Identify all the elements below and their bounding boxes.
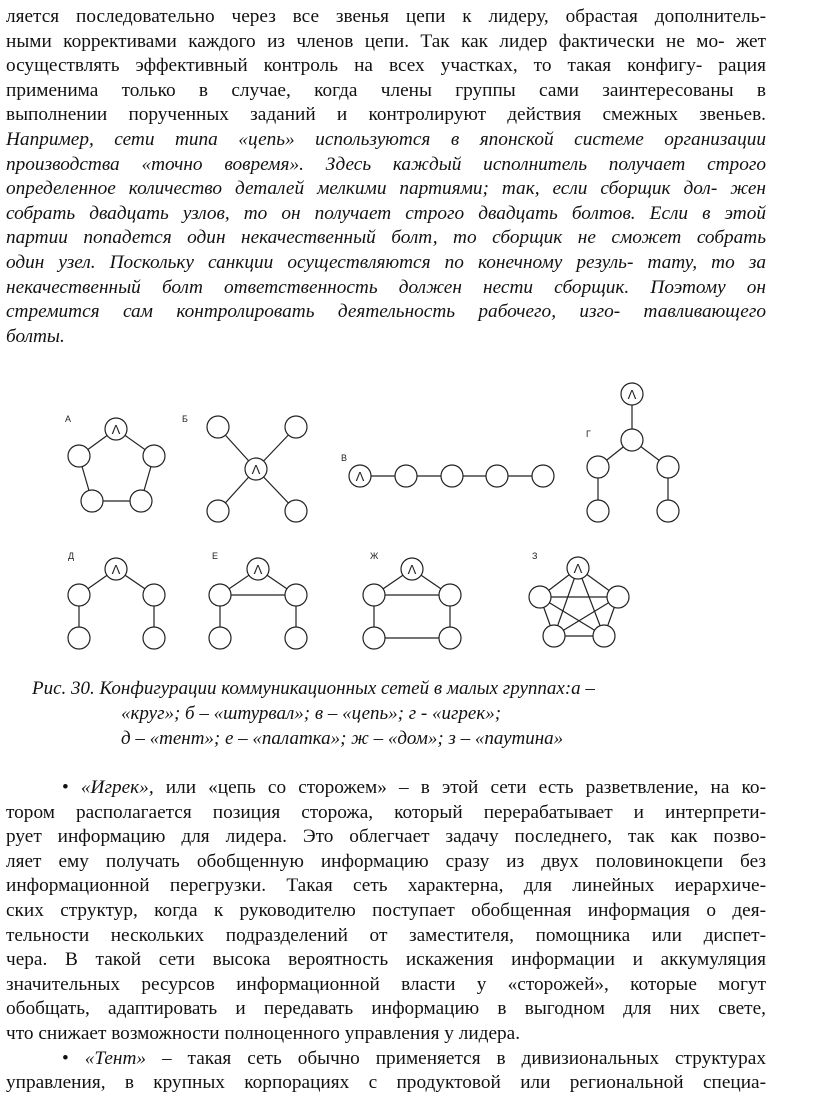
text-fragment: или «цепь со сторожем» – в этой сети есть разветвление, на ко- — [165, 777, 766, 798]
leader-symbol: Λ — [253, 562, 263, 577]
bullet-icon: • — [62, 777, 81, 798]
figure-label-d: Д — [68, 551, 75, 561]
italic-text-line: Например, сети типа «цепь» используются в японской системе организации — [6, 128, 766, 150]
text-line: тором располагается позиция сторожа, который перерабатывает и интерпрети- — [6, 801, 766, 823]
italic-text-line: стремится сам контролировать деятельность рабочего, изго- тавливающего — [6, 301, 766, 323]
leader-symbol: Λ — [573, 561, 583, 576]
figure-label-b: Б — [182, 414, 188, 424]
bullet-list — [6, 776, 766, 1096]
top-paragraph — [6, 5, 766, 349]
leader-symbol: Λ — [355, 469, 365, 484]
leader-symbol: Λ — [627, 387, 637, 402]
figure-label-v: В — [341, 453, 348, 463]
bullet-term: «Тент» — [84, 1047, 147, 1069]
italic-text-line: некачественный болт ответственность должен нести сборщик. Поэтому он — [6, 276, 766, 298]
bullet-icon: • — [62, 1047, 85, 1069]
bullet-item-igrek-first-line — [6, 776, 766, 801]
caption-line: д – «тент»; е – «палатка»; ж – «дом»; з – «паутина» — [121, 728, 564, 749]
text-line: управления, в крупных корпорациях с продуктовой или региональной специа- — [6, 1072, 766, 1094]
network-chain — [349, 465, 554, 487]
bullet-item-tent-first-line — [6, 1047, 766, 1072]
text-line: ными коррективами каждого из членов цепи. Так как лидер фактически не мо- жет — [6, 30, 766, 52]
text-line: ских структур, когда к руководителю поступает обобщенная информация о дея- — [6, 899, 766, 921]
italic-text-line: болты. — [6, 325, 65, 347]
figure-caption — [28, 676, 768, 751]
text-line: значительных ресурсов информационной власти у «сторожей», которые могут — [6, 973, 766, 995]
text-line: применима только в случае, когда члены группы сами заинтересованы в — [6, 79, 766, 101]
figure-label-z: З — [532, 551, 538, 561]
text-line: осуществлять эффективный контроль на всех участках, то такая конфигу- рация — [6, 55, 766, 77]
text-line: рует информацию для лидера. Это облегчает задачу последнего, так как позво- — [6, 826, 766, 848]
text-line: тельности нескольких подразделений от заместителя, помощника или диспет- — [6, 924, 766, 946]
text-line: чера. В такой сети высока вероятность искажения информации и аккумуляция — [6, 949, 766, 971]
bullet-term: «Игрек», — [80, 777, 154, 798]
text-line: ляет ему получать обобщенную информацию сразу из двух половинокцепи без — [6, 850, 766, 872]
italic-text-line: партии попадется один некачественный болт, то сборщик не сможет собрать — [6, 227, 766, 249]
italic-text-line: определенное количество деталей мелкими партиями; так, если сборщик дол- жен — [6, 178, 766, 200]
text-line: ляется последовательно через все звенья цепи к лидеру, обрастая дополнитель- — [6, 6, 766, 27]
text-fragment: – такая сеть обычно применяется в дивизиональных структурах — [161, 1047, 766, 1069]
caption-line: «круг»; б – «штурвал»; в – «цепь»; г - «игрек»; — [121, 703, 502, 724]
italic-text-line: один узел. Поскольку санкции осуществляются по конечному резуль- тату, то за — [6, 251, 766, 273]
figure-label-zh: Ж — [370, 551, 379, 561]
text-line: что снижает возможности полноценного управления у лидера. — [6, 1022, 521, 1044]
figure-label-g: Г — [586, 429, 591, 439]
network-configurations-figure — [48, 370, 688, 660]
text-line: обобщать, адаптировать и передавать информацию в выгодном для них свете, — [6, 998, 766, 1020]
leader-symbol: Λ — [407, 562, 417, 577]
figure-label-e: Е — [212, 551, 219, 561]
network-y — [587, 383, 679, 522]
leader-symbol: Λ — [111, 422, 121, 437]
leader-symbol: Λ — [251, 462, 261, 477]
leader-symbol: Λ — [111, 562, 121, 577]
caption-line: Рис. 30. Конфигурации коммуникационных сетей в малых группах:а – — [32, 678, 595, 699]
figure-label-a: А — [65, 414, 72, 424]
italic-text-line: собрать двадцать узлов, то он получает строго двадцать болтов. Если в этой — [6, 202, 766, 224]
text-line: информационной перегрузки. Такая сеть характерна, для линейных иерархиче- — [6, 875, 766, 897]
text-line: выполнении порученных заданий и контролируют действия смежных звеньев. — [6, 104, 766, 126]
italic-text-line: производства «точно вовремя». Здесь каждый исполнитель получает строго — [6, 153, 766, 175]
